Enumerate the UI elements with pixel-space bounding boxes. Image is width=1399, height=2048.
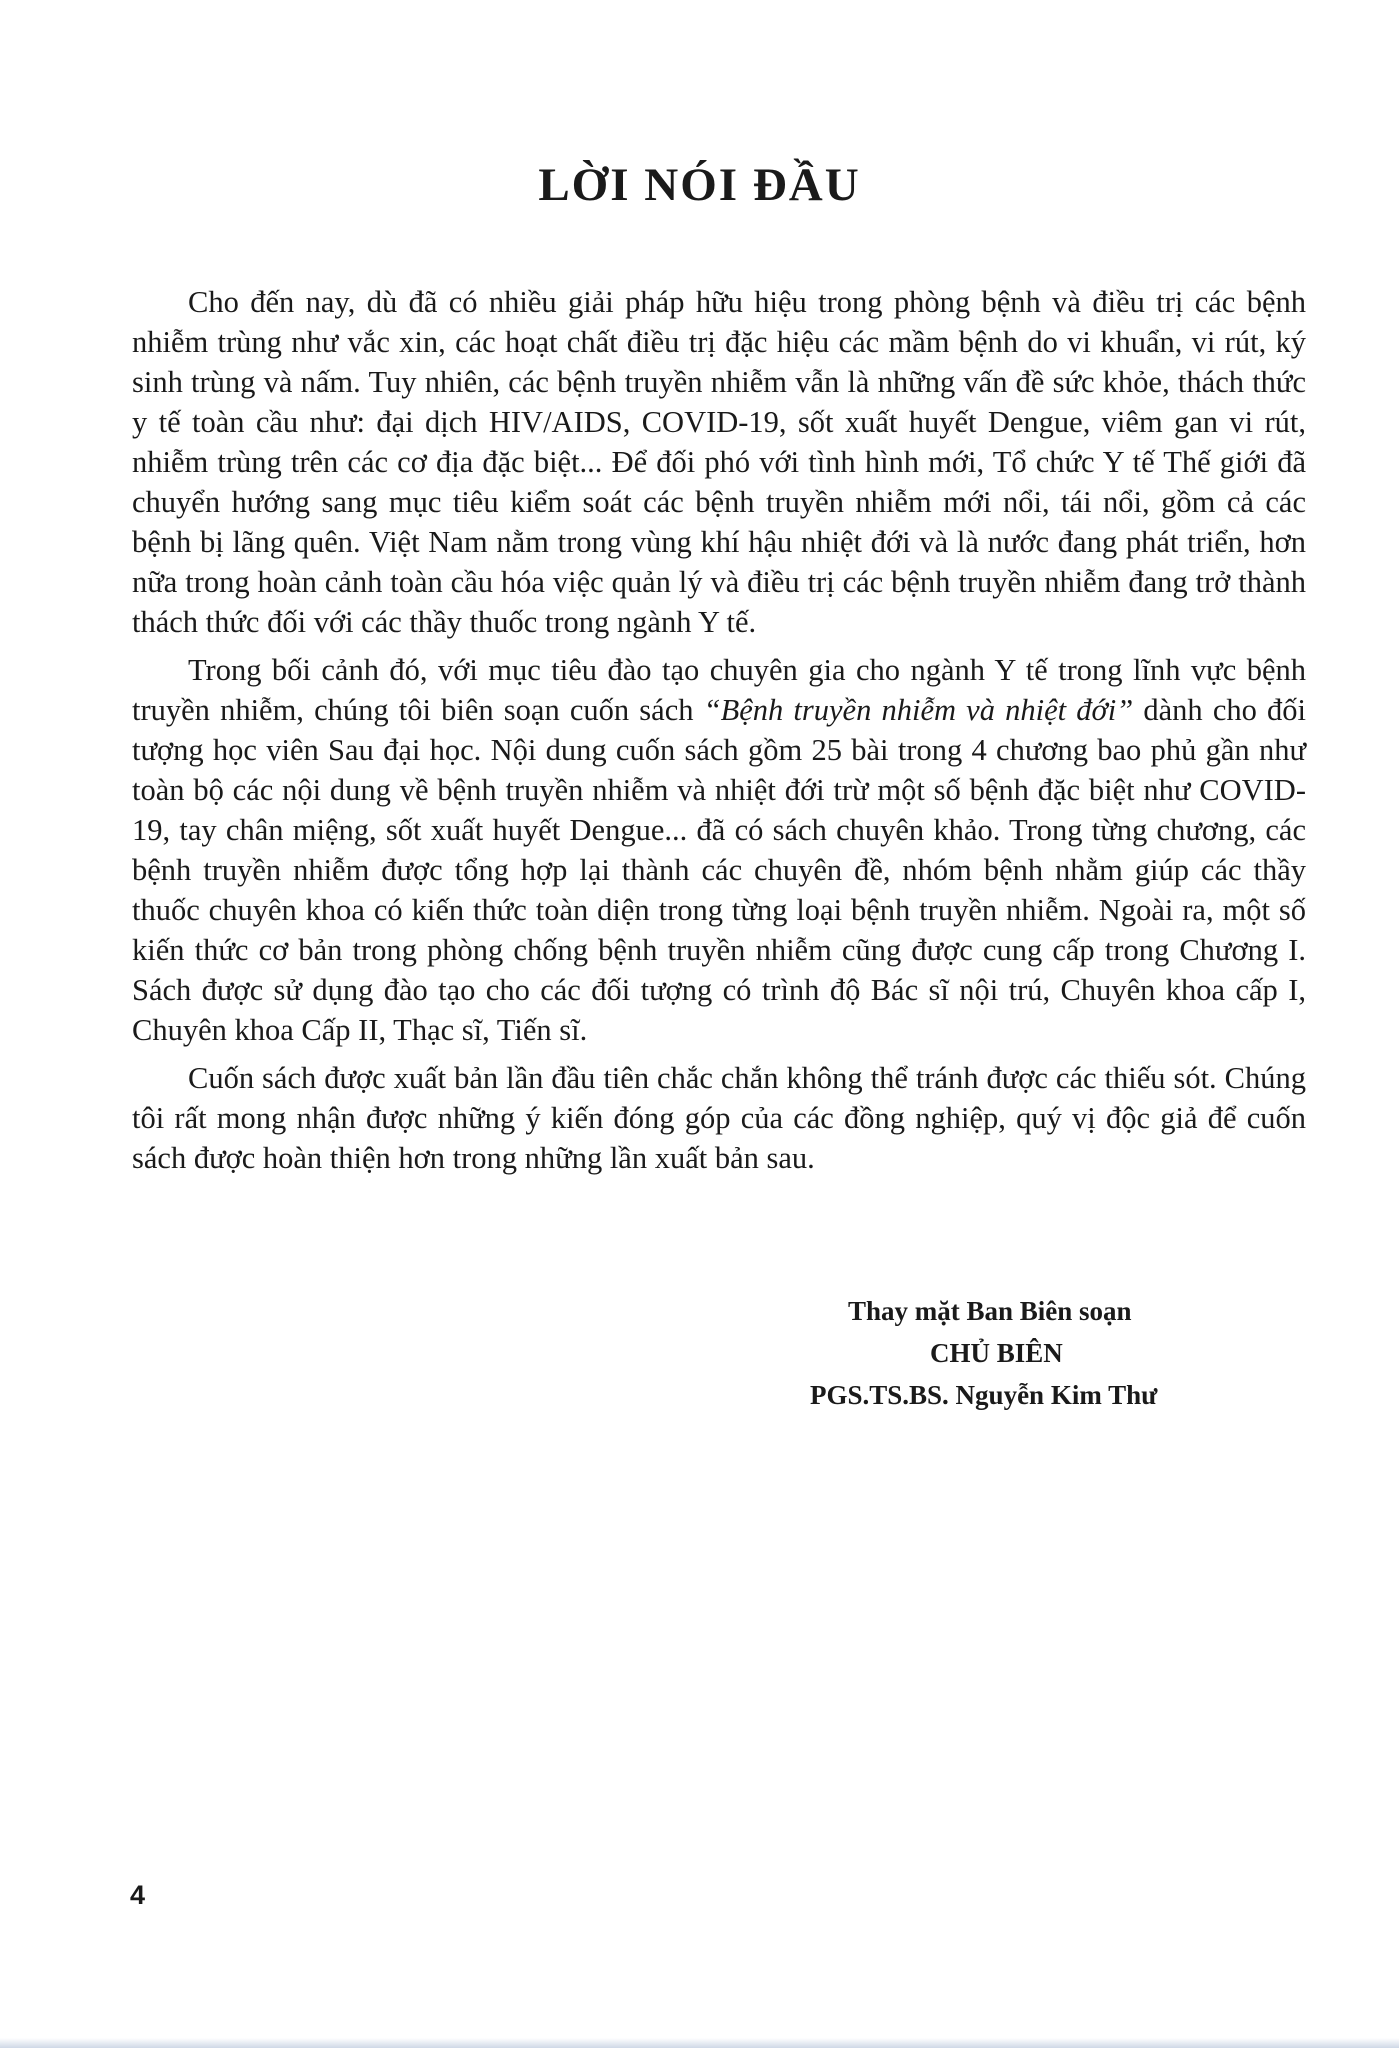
signature-role: Thay mặt Ban Biên soạn	[848, 1296, 1132, 1326]
signature-name: PGS.TS.BS. Nguyễn Kim Thư	[810, 1380, 1158, 1410]
paragraph-2	[132, 650, 1306, 1050]
signature-block	[790, 1290, 1240, 1416]
paragraph-2-rest: dành cho đối tượng học viên Sau đại học. Nội dung cuốn sách gồm 25 bài trong 4 chương bao phủ gần như toàn bộ các nội dung về bệnh truyền nhiễm và nhiệt đới trừ một số bệnh đặc biệt như COVID-19, tay chân miệng, sốt xuất huyết Dengue... đã có sách chuyên khảo. Trong từng chương, các bệnh truyền nhiễm được tổng hợp lại thành các chuyên đề, nhóm bệnh nhằm giúp các thầy thuốc chuyên khoa có kiến thức toàn diện trong từng loại bệnh truyền nhiễm. Ngoài ra, một số kiến thức cơ bản trong phòng chống bệnh truyền nhiễm cũng được cung cấp trong Chương I. Sách được sử dụng đào tạo cho các đối tượng có trình độ Bác sĩ nội trú, Chuyên khoa cấp I, Chuyên khoa Cấp II, Thạc sĩ, Tiến sĩ.	[132, 693, 1306, 1047]
paragraph-3: Cuốn sách được xuất bản lần đầu tiên chắc chắn không thể tránh được các thiếu sót. Chúng tôi rất mong nhận được những ý kiến đóng góp của các đồng nghiệp, quý vị độc giả để cuốn sách được hoàn thiện hơn trong những lần xuất bản sau.	[132, 1061, 1306, 1175]
paragraph-2-intro: Trong bối cảnh đó, với mục tiêu đào tạo chuyên gia cho ngành Y tế trong lĩnh vực bệnh truyền nhiễm, chúng tôi biên soạn cuốn sách	[132, 653, 1306, 727]
page-title: LỜI NÓI ĐẦU	[538, 159, 861, 211]
preface-body	[132, 282, 1306, 1186]
page-number: 4	[130, 1880, 146, 1910]
scan-edge	[0, 2038, 1399, 2048]
paragraph-1: Cho đến nay, dù đã có nhiều giải pháp hữu hiệu trong phòng bệnh và điều trị các bệnh nhiễm trùng như vắc xin, các hoạt chất điều trị đặc hiệu các mầm bệnh do vi khuẩn, vi rút, ký sinh trùng và nấm. Tuy nhiên, các bệnh truyền nhiễm vẫn là những vấn đề sức khỏe, thách thức y tế toàn cầu như: đại dịch HIV/AIDS, COVID-19, sốt xuất huyết Dengue, viêm gan vi rút, nhiễm trùng trên các cơ địa đặc biệt... Để đối phó với tình hình mới, Tổ chức Y tế Thế giới đã chuyển hướng sang mục tiêu kiểm soát các bệnh truyền nhiễm mới nổi, tái nổi, gồm cả các bệnh bị lãng quên. Việt Nam nằm trong vùng khí hậu nhiệt đới và là nước đang phát triển, hơn nữa trong hoàn cảnh toàn cầu hóa việc quản lý và điều trị các bệnh truyền nhiễm đang trở thành thách thức đối với các thầy thuốc trong ngành Y tế.	[132, 285, 1306, 639]
signature-title: CHỦ BIÊN	[930, 1338, 1063, 1368]
book-title-italic: “Bệnh truyền nhiễm và nhiệt đới”	[703, 693, 1134, 727]
